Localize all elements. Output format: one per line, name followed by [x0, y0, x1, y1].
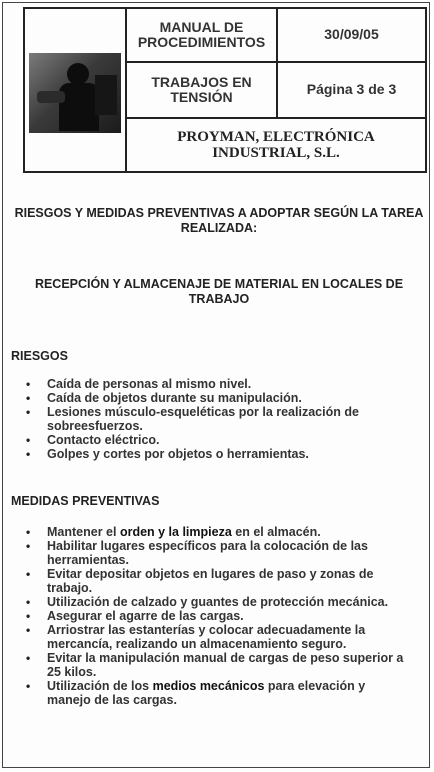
bullet-icon: • — [26, 679, 31, 693]
document-header — [23, 7, 427, 173]
list-item: • Habilitar lugares específicos para la colocación de las herramientas. — [26, 539, 368, 567]
sub-title: RECEPCIÓN Y ALMACENAJE DE MATERIAL EN LOCALES DE TRABAJO — [34, 277, 404, 306]
riesgos-list — [3, 377, 423, 461]
bullet-icon: • — [26, 525, 31, 539]
list-item: • Mantener el orden y la limpieza en el almacén. — [26, 525, 321, 539]
bullet-icon: • — [26, 595, 31, 609]
bullet-icon: • — [26, 405, 31, 419]
bullet-icon: • — [26, 651, 31, 665]
list-item: • Utilización de los medios mecánicos para elevación y manejo de las cargas. — [26, 679, 366, 707]
list-item: • Caída de objetos durante su manipulación. — [26, 391, 302, 405]
list-item: • Asegurar el agarre de las cargas. — [26, 609, 244, 623]
list-item: • Arriostrar las estanterías y colocar adecuadamente la mercancía, realizando un almacenamiento seguro. — [26, 623, 366, 651]
bullet-icon: • — [26, 567, 31, 581]
list-item: • Lesiones músculo-esqueléticas por la realización de sobreesfuerzos. — [26, 405, 359, 433]
bullet-icon: • — [26, 623, 31, 637]
bullet-icon: • — [26, 447, 31, 461]
list-item: • Evitar la manipulación manual de cargas de peso superior a 25 kilos. — [26, 651, 404, 679]
company-name: PROYMAN, ELECTRÓNICA INDUSTRIAL, S.L. — [177, 128, 375, 161]
list-item: • Golpes y cortes por objetos o herramientas. — [26, 447, 309, 461]
bullet-icon: • — [26, 391, 31, 405]
photo-cell — [25, 9, 127, 171]
medidas-heading: MEDIDAS PREVENTIVAS — [11, 494, 160, 508]
list-item: • Contacto eléctrico. — [26, 433, 160, 447]
bullet-icon: • — [26, 377, 31, 391]
worker-photo — [29, 53, 121, 133]
bullet-icon: • — [26, 433, 31, 447]
document-date: 30/09/05 — [278, 9, 425, 63]
bullet-icon: • — [26, 609, 31, 623]
riesgos-heading: RIESGOS — [11, 349, 68, 363]
medidas-list — [3, 525, 423, 707]
page-number: Página 3 de 3 — [278, 63, 425, 119]
work-type: TRABAJOS EN TENSIÓN — [127, 63, 278, 119]
manual-title: MANUAL DE PROCEDIMIENTOS — [127, 9, 278, 63]
list-item: • Caída de personas al mismo nivel. — [26, 377, 252, 391]
main-title: RIESGOS Y MEDIDAS PREVENTIVAS A ADOPTAR SEGÚN LA TAREA REALIZADA: — [14, 206, 424, 235]
list-item: • Utilización de calzado y guantes de protección mecánica. — [26, 595, 389, 609]
bullet-icon: • — [26, 539, 31, 553]
document-page — [2, 2, 430, 768]
list-item: • Evitar depositar objetos en lugares de paso y zonas de trabajo. — [26, 567, 374, 595]
